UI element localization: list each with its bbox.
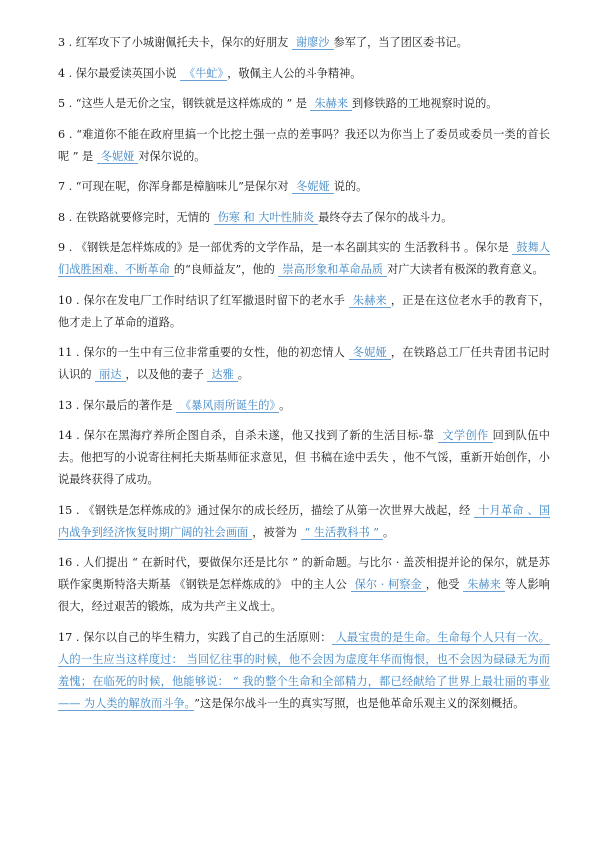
question-text: 保尔在黑海疗养所企图自杀，自杀未遂，他又找到了新的生活目标-靠 [83,429,439,442]
number-separator: . [65,210,76,224]
answer-blank: 文学创作 [438,429,492,443]
question-text: 对保尔说的。 [138,149,206,163]
number-separator: . [72,346,84,359]
answer-blank: 伤寒 和 大叶性肺炎 [214,211,319,225]
question-text: ，他受 [425,578,464,591]
question-item [58,207,550,229]
question-text: ，在铁路总工厂任共青团书记时认识的 [58,346,550,381]
question-text: 回到队伍中去。他把写的小说寄往柯托夫斯基师征求意见，但 书稿在途中丢失 ，他不气馁，重新开始创作，小说最终获得了成功。 [58,429,550,486]
question-text: 《钢铁是怎样炼成的》通过保尔的成长经历，描绘了从第一次世界大战起，经 [83,503,475,517]
question-text: 在铁路就要修完时，无情的 [75,210,214,224]
question-item [58,63,550,85]
question-number: 17 [58,630,73,644]
question-text: ”这是保尔战斗一生的真实写照，也是他革命乐观主义的深刻概括。 [194,696,525,710]
question-number: 16 [58,556,73,569]
answer-blank: 冬妮娅 [349,346,391,360]
question-text: 。 [279,398,291,412]
answer-blank: 冬妮娅 [292,180,334,194]
question-number: 13 [58,398,73,412]
number-separator: . [65,97,76,110]
question-item [58,552,550,618]
question-text: 到修铁路的工地视察时说的。 [352,97,498,110]
question-text: 保尔的一生中有三位非常重要的女性，他的初恋情人 [83,346,349,359]
question-text: 红军攻下了小城谢佩托夫卡，保尔的好朋友 [75,36,292,49]
question-text: 参军了，当了团区委书记。 [333,36,468,49]
question-item [58,176,550,198]
question-text: 保尔以自己的毕生精力，实践了自己的生活原则： [83,630,332,644]
question-item [58,342,550,386]
question-item [58,425,550,491]
question-number: 14 [58,429,73,442]
question-text: 。 [237,368,249,381]
number-separator: . [72,429,84,442]
number-separator: . [65,36,76,49]
question-number: 11 [58,346,73,359]
question-number: 10 [58,293,73,307]
question-item [58,93,550,115]
question-text: 保尔最后的著作是 [82,398,176,412]
question-text: 对广大读者有极深的教育意义。 [387,263,544,276]
question-item [58,32,550,54]
question-number: 7 [58,180,66,193]
question-number: 4 [58,66,66,80]
question-number: 8 [58,210,66,224]
question-number: 3 [58,36,66,49]
number-separator: . [72,503,84,517]
answer-blank: 鼓舞人们战胜困难、不断革命 [58,241,551,276]
answer-blank: 达雅 [207,368,237,382]
question-text: 保尔在发电厂工作时结识了红军撤退时留下的老水手 [83,293,349,307]
answer-blank: 崇高形象和革命品质 [278,263,387,277]
question-text: ，敬佩主人公的斗争精神。 [227,66,362,80]
answer-blank: 保尔 · 柯察金 [351,578,426,592]
question-item [58,237,550,281]
question-text: “这些人是无价之宝，钢铁就是这样炼成的 ” 是 [75,97,311,110]
question-item [58,124,550,168]
number-separator: . [65,127,77,141]
question-text: 等人影响很大，经过艰苦的锻炼，成为共产主义战士。 [58,578,550,613]
answer-blank: 谢廖沙 [292,36,334,50]
answer-blank: 朱赫来 [349,294,391,308]
question-text: 最终夺去了保尔的战斗力。 [318,210,453,224]
answer-blank: 人最宝贵的是生命。生命每个人只有一次。人的一生应当这样度过： 当回忆往事的时候，他不会因为虚度年华而悔恨，也不会因为碌碌无为而羞愧；在临死的时候，他能够说： “ 我的整个生命和全部精力，都已经献给了世界上最壮丽的事业 —— 为人类的解放而斗争。 [58,630,550,710]
number-separator: . [72,293,84,307]
number-separator: . [72,556,84,569]
number-separator: . [65,180,76,193]
question-text: 《钢铁是怎样炼成的》是一部优秀的文学作品，是一本名副其实的 生活教科书 。保尔是 [75,241,513,254]
question-number: 6 [58,127,66,141]
answer-blank: 十月革命 、国内战争到经济恢复时期广阔的社会画面 [58,503,551,539]
answer-blank: 丽达 [95,368,125,382]
question-text: 的“良师益友”，他的 [173,263,279,276]
number-separator: . [65,66,76,80]
question-text: ，被誉为 [252,525,301,539]
question-text: 。 [383,525,395,539]
question-item [58,395,550,417]
question-number: 15 [58,503,73,517]
question-text: 说的。 [333,180,368,193]
answer-blank: 《牛虻》 [180,67,227,81]
question-text: “难道你不能在政府里搞一个比挖土强一点的差事吗？我还以为你当上了委员或委员一类的首长呢 ” 是 [58,127,550,163]
question-text: 保尔最爱读英国小说 [75,66,181,80]
number-separator: . [72,630,84,644]
answer-blank: 冬妮娅 [97,150,139,164]
question-text: “可现在呢，你浑身都是樟脑味儿”是保尔对 [75,180,293,193]
question-number: 9 [58,241,66,254]
answer-blank: 朱赫来 [463,578,505,592]
question-item [58,290,550,334]
question-item [58,627,550,715]
answer-blank: 朱赫来 [310,97,352,111]
question-number: 5 [58,97,66,110]
answer-blank: 《暴风雨所诞生的》 [176,399,279,413]
question-text: ，正是在这位老水手的教育下，他才走上了革命的道路。 [58,293,550,329]
question-item [58,500,550,544]
question-text: ，以及他的妻子 [125,368,208,381]
number-separator: . [72,398,83,412]
number-separator: . [65,241,76,254]
question-text: 人们提出 “ 在新时代，要做保尔还是比尔 ” 的新命题。与比尔 · 盖茨相提并论的保尔，就是苏联作家奥斯特洛夫斯基 《钢铁是怎样炼成的》 中的主人公 [58,556,550,591]
answer-blank: “ 生活教科书 ” [301,526,384,540]
